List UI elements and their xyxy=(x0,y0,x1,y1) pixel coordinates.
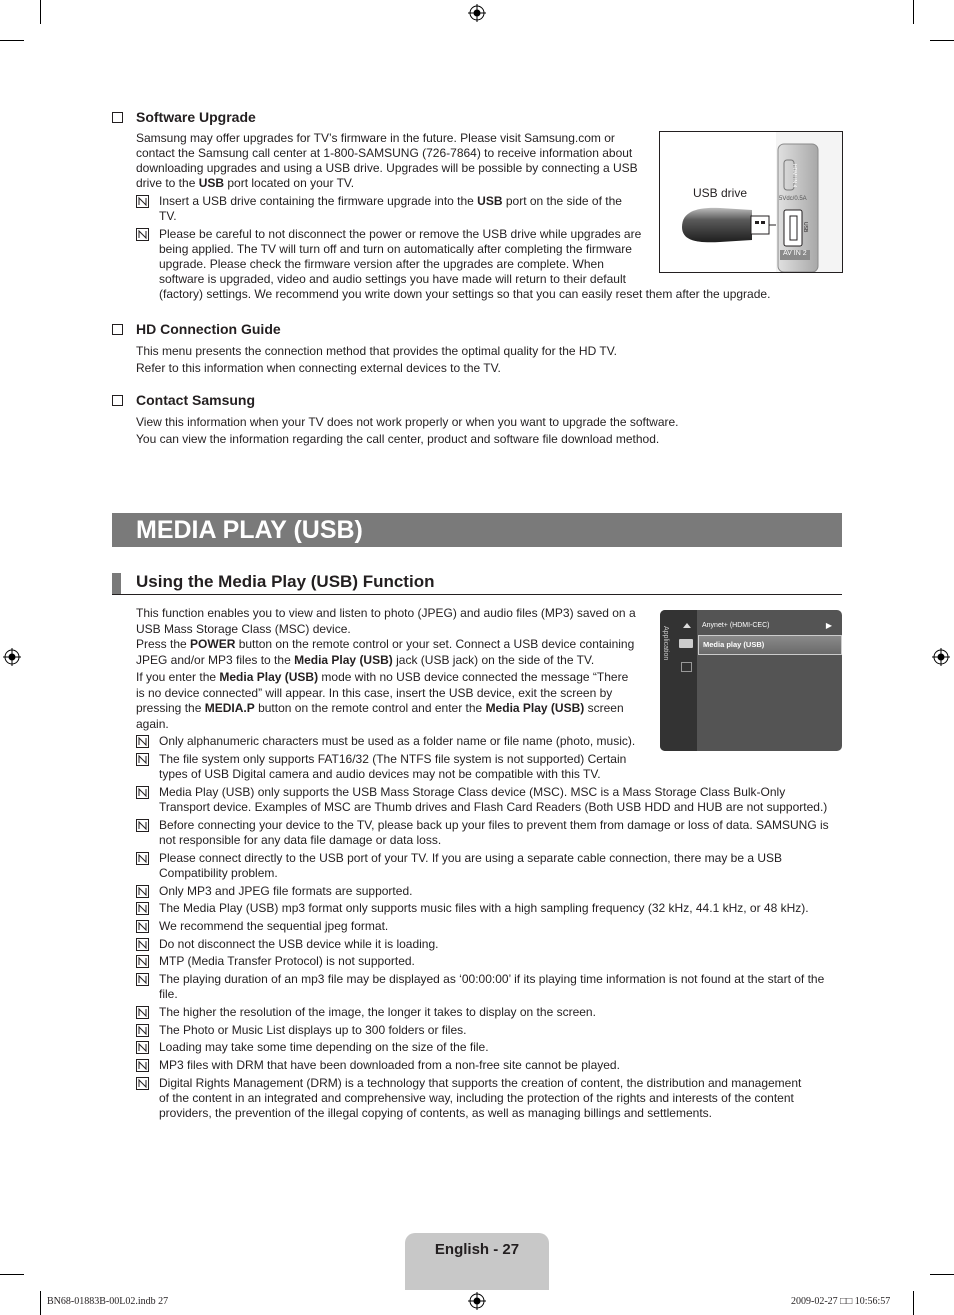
note-item xyxy=(136,1076,842,1121)
note-text xyxy=(159,1076,842,1121)
note-item xyxy=(136,734,651,749)
text-line: The file system only supports FAT16/32 (The NTFS file system is not supported) Certain xyxy=(159,752,627,766)
text-run-bold: USB xyxy=(198,176,225,190)
note-text xyxy=(159,884,842,899)
checkbox-bullet-icon xyxy=(112,112,123,123)
checkbox-bullet-icon xyxy=(112,324,123,335)
section-heading-software-upgrade xyxy=(112,109,256,125)
note-icon xyxy=(136,885,149,898)
note-item xyxy=(136,818,842,848)
text-run: If you enter the xyxy=(136,670,220,684)
note-item xyxy=(136,1005,842,1020)
note-item xyxy=(136,954,842,969)
note-icon xyxy=(136,786,149,799)
note-item xyxy=(136,972,842,1002)
text-run-bold: USB xyxy=(477,194,503,208)
note-icon xyxy=(136,973,149,986)
text-run: button on the remote control and enter the xyxy=(254,701,486,715)
text-line: providers, the prevention of the illegal copying of contents, as well as managing billings and settlements. xyxy=(159,1106,712,1120)
text-run-bold: Media Play (USB) xyxy=(485,701,585,715)
text-line: The higher the resolution of the image, the longer it takes to display on the screen. xyxy=(159,1005,596,1019)
text-line xyxy=(136,637,651,653)
text-line: of the content in an integrated and comprehensive way, including the protection of the rights and interests of the content xyxy=(159,1091,794,1105)
note-icon xyxy=(136,902,149,915)
text-line: MP3 files with DRM that have been downloaded from a non-free site cannot be played. xyxy=(159,1058,620,1072)
crop-mark xyxy=(930,40,954,41)
text-line: Transport device. Examples of MSC are Thumb drives and Flash Card Readers (Both USB HDD and HUB are not supported.) xyxy=(159,800,828,814)
menu-icon-setup xyxy=(682,622,692,630)
text-line: Loading may take some time depending on the size of the file. xyxy=(159,1040,489,1054)
text-run: mode with no USB device connected the message “There xyxy=(318,670,629,684)
text-line: Do not disconnect the USB device while it is loading. xyxy=(159,937,439,951)
note-item xyxy=(136,919,842,934)
text-line: Samsung may offer upgrades for TV’s firmware in the future. Please visit Samsung.com or xyxy=(136,131,615,145)
crop-mark xyxy=(0,40,24,41)
note-icon xyxy=(136,1024,149,1037)
note-text xyxy=(159,752,651,782)
text-line: The Photo or Music List displays up to 300 folders or files. xyxy=(159,1023,467,1037)
text-run-bold: MEDIA.P xyxy=(204,701,255,715)
usb-drive-figure xyxy=(659,131,843,273)
usb-port-label: USB xyxy=(802,222,808,233)
text-line: MTP (Media Transfer Protocol) is not supported. xyxy=(159,954,415,968)
menu-icon-support xyxy=(681,662,692,672)
subheading xyxy=(112,572,842,595)
hdmi-port-label: HDMI IN 4 xyxy=(791,164,797,188)
note-text xyxy=(159,818,842,848)
text-run: Insert a USB drive containing the firmware upgrade into the xyxy=(159,194,478,208)
note-icon xyxy=(136,1006,149,1019)
text-run: port located on your TV. xyxy=(224,176,355,190)
note-item xyxy=(136,194,646,224)
page-number-tab xyxy=(405,1233,549,1290)
text-line: USB Mass Storage Class (MSC) device. xyxy=(136,621,351,636)
text-run: button on the remote control or your set. Connect a USB device containing xyxy=(235,637,635,651)
note-icon xyxy=(136,938,149,951)
chapter-banner xyxy=(112,513,842,547)
text-line: software is upgraded, video and audio settings you have made will return to their default xyxy=(159,272,626,286)
text-line: Only MP3 and JPEG file formats are supported. xyxy=(159,884,413,898)
contact-samsung-text xyxy=(136,414,836,448)
registration-mark-icon xyxy=(468,1292,486,1310)
note-item xyxy=(136,937,842,952)
text-line: types of USB Digital camera and audio devices may not be compatible with this TV. xyxy=(159,767,601,781)
note-icon xyxy=(136,852,149,865)
crop-mark xyxy=(40,1291,41,1315)
note-icon xyxy=(136,195,149,208)
note-item xyxy=(136,851,842,881)
port-rating-label: 5Vdc/0.5A xyxy=(779,196,807,202)
note-item xyxy=(136,752,651,782)
note-icon xyxy=(136,1077,149,1090)
note-text xyxy=(159,1005,842,1020)
note-text xyxy=(159,734,651,749)
text-line xyxy=(136,670,651,686)
crop-mark xyxy=(40,0,41,24)
text-line: being applied. The TV will turn off and turn on automatically after completing the firmware xyxy=(159,242,632,256)
note-icon xyxy=(136,1041,149,1054)
note-text xyxy=(159,972,842,1002)
text-run: port on the side of the xyxy=(502,194,622,208)
text-line: Refer to this information when connecting external devices to the TV. xyxy=(136,361,501,375)
text-line: file. xyxy=(159,987,178,1001)
text-line xyxy=(136,653,651,669)
usb-drive-illustration xyxy=(660,132,842,272)
text-run: pressing the xyxy=(136,701,205,715)
text-line: TV. xyxy=(159,209,177,223)
text-run: Press the xyxy=(136,637,191,651)
note-icon xyxy=(136,228,149,241)
text-line: Compatibility problem. xyxy=(159,866,278,880)
text-line: The playing duration of an mp3 file may be displayed as ‘00:00:00’ if its playing time information is not found at the start of the xyxy=(159,972,825,986)
subheading-title: Using the Media Play (USB) Function xyxy=(136,572,435,591)
note-text xyxy=(159,954,842,969)
software-upgrade-intro xyxy=(136,131,656,191)
note-item xyxy=(136,1058,842,1073)
text-line: The Media Play (USB) mp3 format only supports music files with a high sampling frequency (32 kHz, 44.1 kHz, or 48 kHz). xyxy=(159,901,809,915)
text-run: JPEG and/or MP3 files to the xyxy=(136,652,295,667)
text-line xyxy=(136,176,656,191)
hd-connection-text xyxy=(136,343,836,377)
note-icon xyxy=(136,753,149,766)
menu-item-label: Anynet+ (HDMI-CEC) xyxy=(702,622,770,629)
section-title: Software Upgrade xyxy=(136,109,256,125)
text-line: Please connect directly to the USB port of your TV. If you are using a separate cable connection, there may be a USB xyxy=(159,851,783,865)
registration-mark-icon xyxy=(468,4,486,22)
text-line: upgrade. Please check the firmware version after the upgrades are complete. When xyxy=(159,257,604,271)
text-line: We recommend the sequential jpeg format. xyxy=(159,919,389,933)
note-text xyxy=(159,785,842,815)
av-port-label: AV IN 2 xyxy=(783,250,807,257)
note-text xyxy=(159,1040,842,1055)
text-run-bold: POWER xyxy=(190,637,236,651)
media-play-intro xyxy=(136,606,651,732)
note-icon xyxy=(136,819,149,832)
print-slug-left: BN68-01883B-00L02.indb 27 xyxy=(47,1296,169,1307)
text-line xyxy=(159,194,646,209)
text-run: drive to the xyxy=(136,176,199,190)
note-text xyxy=(159,901,842,916)
text-line: You can view the information regarding the call center, product and software file download method. xyxy=(136,432,660,446)
print-slug-right: 2009-02-27 □□ 10:56:57 xyxy=(791,1296,891,1307)
text-line: Please be careful to not disconnect the power or remove the USB drive while upgrades are xyxy=(159,227,642,241)
note-item xyxy=(136,785,842,815)
section-heading-contact-samsung xyxy=(112,392,255,408)
text-run-bold: Media Play (USB) xyxy=(294,652,393,667)
registration-mark-icon xyxy=(932,648,950,666)
text-line: This menu presents the connection method that provides the optimal quality for the HD TV. xyxy=(136,344,617,358)
subheading-bar xyxy=(112,573,121,594)
text-run: screen xyxy=(584,701,624,715)
page-number: English - 27 xyxy=(434,1241,520,1258)
text-line: Before connecting your device to the TV, please back up your files to prevent them from damage or loss of data. SAMSUNG is xyxy=(159,818,829,832)
text-run-bold: Media Play (USB) xyxy=(219,670,319,684)
section-heading-hd-connection xyxy=(112,321,281,337)
checkbox-bullet-icon xyxy=(112,395,123,406)
note-item xyxy=(136,1023,842,1038)
crop-mark xyxy=(930,1274,954,1275)
text-line: View this information when your TV does not work properly or when you want to upgrade the software. xyxy=(136,415,679,429)
section-title: Contact Samsung xyxy=(136,392,256,408)
menu-icon-input xyxy=(679,639,693,648)
text-line: not responsible for any data file damage or data loss. xyxy=(159,833,442,847)
text-run: jack (USB jack) on the side of the TV. xyxy=(392,652,595,667)
note-item xyxy=(136,901,842,916)
text-line: again. xyxy=(136,716,169,731)
crop-mark xyxy=(0,1274,24,1275)
text-line: (factory) settings. We recommend you write down your settings so that you can easily reset them after the upgrade. xyxy=(159,287,771,301)
text-line: This function enables you to view and listen to photo (JPEG) and audio files (MP3) saved on a xyxy=(136,606,636,620)
note-text xyxy=(159,919,842,934)
menu-item-anynet[interactable] xyxy=(698,620,840,634)
tv-menu-screenshot xyxy=(660,610,842,751)
text-line: downloading upgrades and using a USB drive. Upgrades will be possible by connecting a USB xyxy=(136,161,638,175)
note-text xyxy=(159,1023,842,1038)
note-icon xyxy=(136,955,149,968)
menu-side-label: Application xyxy=(662,626,669,661)
note-text xyxy=(159,851,842,881)
usb-drive-label: USB drive xyxy=(693,186,748,200)
arrow-right-icon: ▶ xyxy=(825,621,832,630)
menu-item-label: Media play (USB) xyxy=(703,640,765,649)
note-text xyxy=(159,937,842,952)
registration-mark-icon xyxy=(3,648,21,666)
note-icon xyxy=(136,1059,149,1072)
crop-mark xyxy=(913,0,914,24)
note-icon xyxy=(136,735,149,748)
crop-mark xyxy=(913,1291,914,1315)
text-line xyxy=(136,701,651,717)
chapter-title: MEDIA PLAY (USB) xyxy=(136,516,363,544)
note-text xyxy=(159,1058,842,1073)
note-item xyxy=(136,884,842,899)
text-line: is no device connected” will appear. In this case, insert the USB device, exit the screen by xyxy=(136,685,613,700)
text-line: contact the Samsung call center at 1-800-SAMSUNG (726-7864) to receive information about xyxy=(136,146,633,160)
note-icon xyxy=(136,920,149,933)
menu-item-media-play[interactable] xyxy=(698,635,842,655)
text-line: Only alphanumeric characters must be used as a folder name or file name (photo, music). xyxy=(159,734,636,748)
note-text xyxy=(159,194,646,224)
note-item xyxy=(136,1040,842,1055)
text-line: Media Play (USB) only supports the USB Mass Storage Class device (MSC). MSC is a Mass Storage Class Bulk-Only xyxy=(159,785,786,799)
section-title: HD Connection Guide xyxy=(136,321,281,337)
text-line: Digital Rights Management (DRM) is a technology that supports the creation of content, the distribution and management xyxy=(159,1076,802,1090)
